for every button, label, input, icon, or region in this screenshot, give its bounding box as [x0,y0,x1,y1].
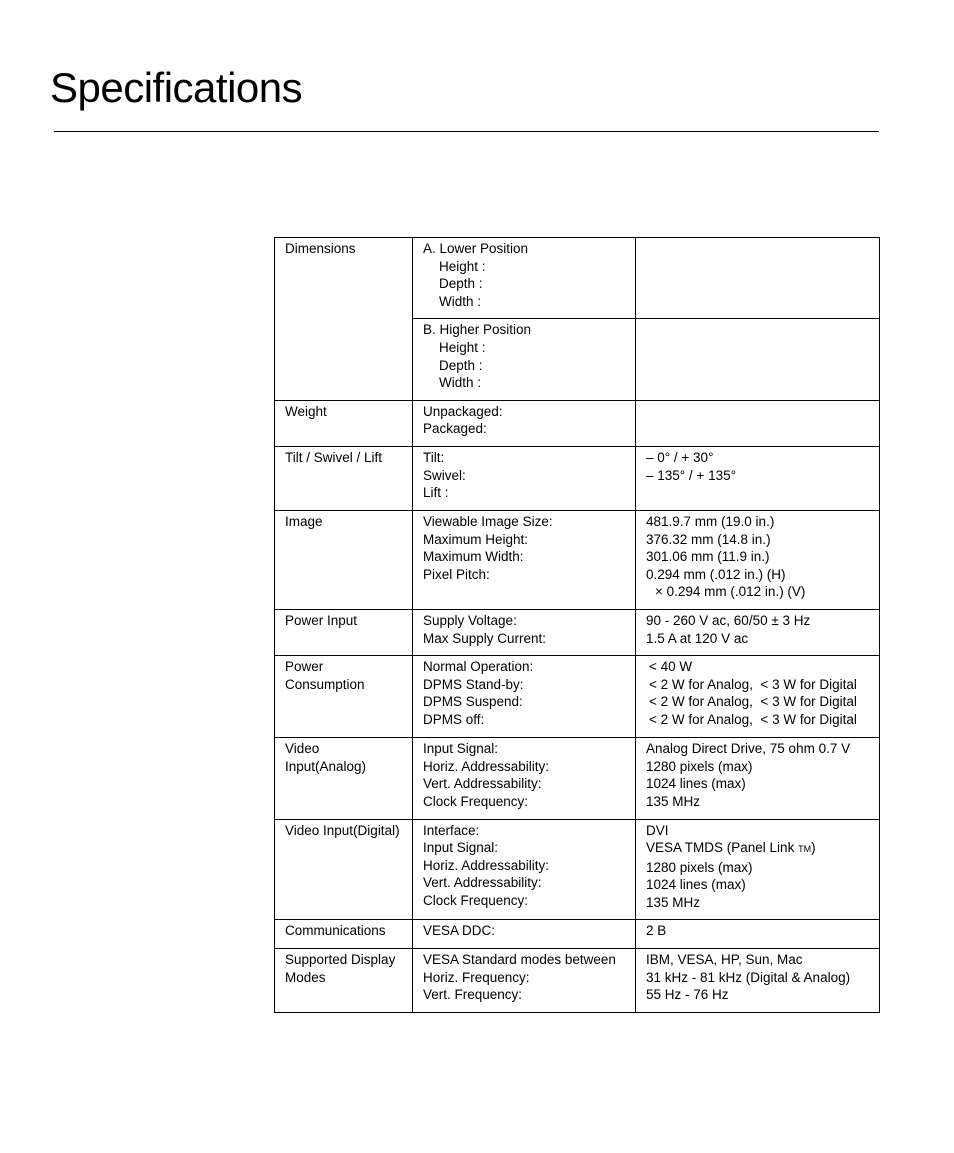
table-row [275,738,880,819]
tilt-fields [413,446,636,510]
table-row [275,238,880,319]
page-title: Specifications [50,64,303,111]
digital-interface-label: Interface: [423,822,480,838]
max-supply-current-label: Max Supply Current: [423,630,547,646]
higher-height-label: Height : [439,339,486,355]
tilt-value: – 0° / + 30° [646,449,714,465]
communications-values [636,920,880,949]
digital-interface-value: DVI [646,822,669,838]
digital-input-signal-label: Input Signal: [423,840,499,856]
digital-input-signal-value [646,839,870,859]
viewable-size-value: 481.9.7 mm (19.0 in.) [646,513,775,529]
dpms-suspend-value: < 2 W for Analog, < 3 W for Digital [649,694,857,710]
table-row [275,819,880,920]
communications-label: Communications [285,923,386,939]
viewable-size-label: Viewable Image Size: [423,513,553,529]
row-label-power-input [275,609,413,655]
title-divider [54,131,879,132]
video-digital-label: Video Input(Digital) [285,822,400,838]
pixel-pitch-value-v: × 0.294 mm (.012 in.) (V) [655,584,806,600]
power-input-values [636,609,880,655]
video-analog-label: Video Input(Analog) [285,741,367,774]
normal-operation-value: < 40 W [649,659,693,675]
pixel-pitch-label: Pixel Pitch: [423,566,490,582]
analog-horiz-addressability-label: Horiz. Addressability: [423,758,550,774]
tilt-swivel-lift-label: Tilt / Swivel / Lift [285,449,383,465]
digital-input-signal-text: VESA TMDS (Panel Link [646,840,795,856]
analog-clock-frequency-value: 135 MHz [646,793,701,809]
horiz-frequency-value: 31 kHz - 81 kHz (Digital & Analog) [646,969,851,985]
vert-frequency-value: 55 Hz - 76 Hz [646,987,729,1003]
video-digital-values [636,819,880,920]
row-label-display-modes [275,949,413,1013]
dimensions-higher-fields [413,319,636,400]
higher-depth-label: Depth : [439,357,483,373]
swivel-label: Swivel: [423,467,466,483]
display-modes-values [636,949,880,1013]
table-row [275,609,880,655]
table-row [275,400,880,446]
standard-modes-value: IBM, VESA, HP, Sun, Mac [646,952,803,968]
analog-clock-frequency-label: Clock Frequency: [423,793,529,809]
power-consumption-fields [413,656,636,738]
power-input-label: Power Input [285,612,358,628]
higher-position-heading: B. Higher Position [423,322,532,338]
row-label-image [275,510,413,609]
communications-fields [413,920,636,949]
supply-voltage-label: Supply Voltage: [423,612,517,628]
lower-depth-label: Depth : [439,276,483,292]
lower-width-label: Width : [439,293,482,309]
digital-vert-addressability-value: 1024 lines (max) [646,877,746,893]
image-fields [413,510,636,609]
unpackaged-label: Unpackaged: [423,403,503,419]
table-row [275,510,880,609]
weight-label: Weight [285,403,327,419]
standard-modes-label: VESA Standard modes between [423,952,616,968]
dimensions-higher-values [636,319,880,400]
row-label-communications [275,920,413,949]
vesa-ddc-label: VESA DDC: [423,923,496,939]
image-label: Image [285,513,323,529]
weight-values [636,400,880,446]
video-analog-fields [413,738,636,819]
power-input-fields [413,609,636,655]
row-label-dimensions [275,238,413,401]
row-label-power-consumption [275,656,413,738]
power-consumption-values [636,656,880,738]
table-row [275,949,880,1013]
packaged-label: Packaged: [423,421,487,437]
max-width-label: Maximum Width: [423,549,524,565]
row-label-video-analog [275,738,413,819]
video-analog-values [636,738,880,819]
dpms-standby-value: < 2 W for Analog, < 3 W for Digital [649,676,857,692]
tilt-label: Tilt: [423,449,445,465]
analog-input-signal-value: Analog Direct Drive, 75 ohm 0.7 V [646,741,851,757]
analog-vert-addressability-value: 1024 lines (max) [646,776,746,792]
table-row [275,446,880,510]
vesa-ddc-value: 2 B [646,923,667,939]
max-width-value: 301.06 mm (11.9 in.) [646,549,770,565]
lift-label: Lift : [423,485,449,501]
dimensions-lower-values [636,238,880,319]
dpms-off-label: DPMS off: [423,711,485,727]
row-label-video-digital [275,819,413,920]
digital-input-signal-close: ) [811,840,816,856]
dpms-standby-label: DPMS Stand-by: [423,676,524,692]
digital-horiz-addressability-value: 1280 pixels (max) [646,859,753,875]
power-consumption-label: Power Consumption [285,659,365,692]
weight-fields [413,400,636,446]
analog-horiz-addressability-value: 1280 pixels (max) [646,758,753,774]
max-height-value: 376.32 mm (14.8 in.) [646,531,771,547]
lower-position-heading: A. Lower Position [423,241,529,256]
image-values [636,510,880,609]
swivel-value: – 135° / + 135° [646,467,736,483]
vert-frequency-label: Vert. Frequency: [423,987,523,1003]
digital-clock-frequency-value: 135 MHz [646,894,701,910]
higher-width-label: Width : [439,375,482,391]
dimensions-label: Dimensions [285,241,356,256]
table-row [275,920,880,949]
row-label-tilt [275,446,413,510]
digital-clock-frequency-label: Clock Frequency: [423,892,529,908]
video-digital-fields [413,819,636,920]
lower-height-label: Height : [439,258,486,274]
display-modes-fields [413,949,636,1013]
horiz-frequency-label: Horiz. Frequency: [423,969,530,985]
supply-voltage-value: 90 - 260 V ac, 60/50 ± 3 Hz [646,612,811,628]
specifications-table [274,237,880,1013]
max-supply-current-value: 1.5 A at 120 V ac [646,630,749,646]
pixel-pitch-value-h: 0.294 mm (.012 in.) (H) [646,566,786,582]
digital-horiz-addressability-label: Horiz. Addressability: [423,857,550,873]
trademark-mark: TM [798,844,812,855]
analog-input-signal-label: Input Signal: [423,741,499,757]
normal-operation-label: Normal Operation: [423,659,534,675]
row-label-weight [275,400,413,446]
tilt-values [636,446,880,510]
max-height-label: Maximum Height: [423,531,529,547]
display-modes-label: Supported Display Modes [285,952,396,985]
table-row [275,656,880,738]
digital-vert-addressability-label: Vert. Addressability: [423,875,542,891]
dimensions-lower-fields [413,238,636,319]
dpms-suspend-label: DPMS Suspend: [423,694,523,710]
dpms-off-value: < 2 W for Analog, < 3 W for Digital [649,711,857,727]
analog-vert-addressability-label: Vert. Addressability: [423,776,542,792]
